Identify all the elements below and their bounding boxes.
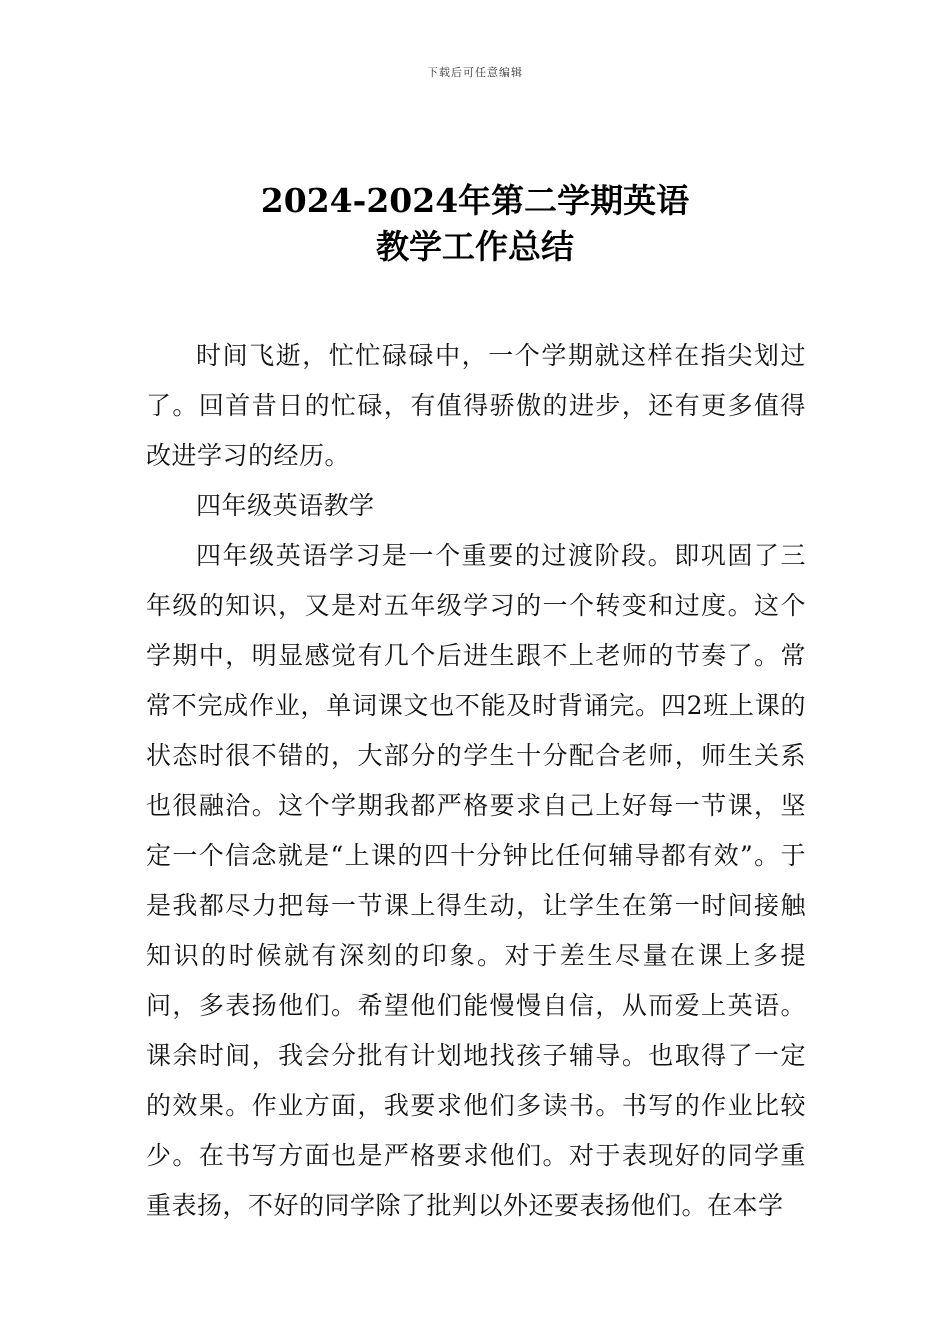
paragraph-grade4: 四年级英语学习是一个重要的过渡阶段。即巩固了三年级的知识，又是对五年级学习的一个转变和过度。这个学期中，明显感觉有几个后进生跟不上老师的节奏了。常常不完成作业，单词课文也不能及时背诵完。四2班上课的状态时很不错的，大部分的学生十分配合老师，师生关系也很融洽。这个学期我都严格要求自己上好每一节课，坚定一个信念就是“上课的四十分钟比任何辅导都有效”。于是我都尽力把每一节课上得生动，让学生在第一时间接触知识的时候就有深刻的印象。对于差生尽量在课上多提问，多表扬他们。希望他们能慢慢自信，从而爱上英语。课余时间，我会分批有计划地找孩子辅导。也取得了一定的效果。作业方面，我要求他们多读书。书写的作业比较少。在书写方面也是严格要求他们。对于表现好的同学重重表扬，不好的同学除了批判以外还要表扬他们。在本学 <box>146 541 806 1220</box>
paragraph-intro: 时间飞逝，忙忙碌碌中，一个学期就这样在指尖划过了。回首昔日的忙碌，有值得骄傲的进步，还有更多值得改进学习的经历。 <box>146 341 806 470</box>
document-body <box>146 331 806 1231</box>
title-line-1: 2024-2024年第二学期英语 <box>260 181 690 220</box>
document-title <box>0 178 950 270</box>
title-line-2: 教学工作总结 <box>376 227 574 266</box>
header-note: 下载后可任意编辑 <box>427 66 523 79</box>
section-heading-grade4: 四年级英语教学 <box>196 491 375 520</box>
